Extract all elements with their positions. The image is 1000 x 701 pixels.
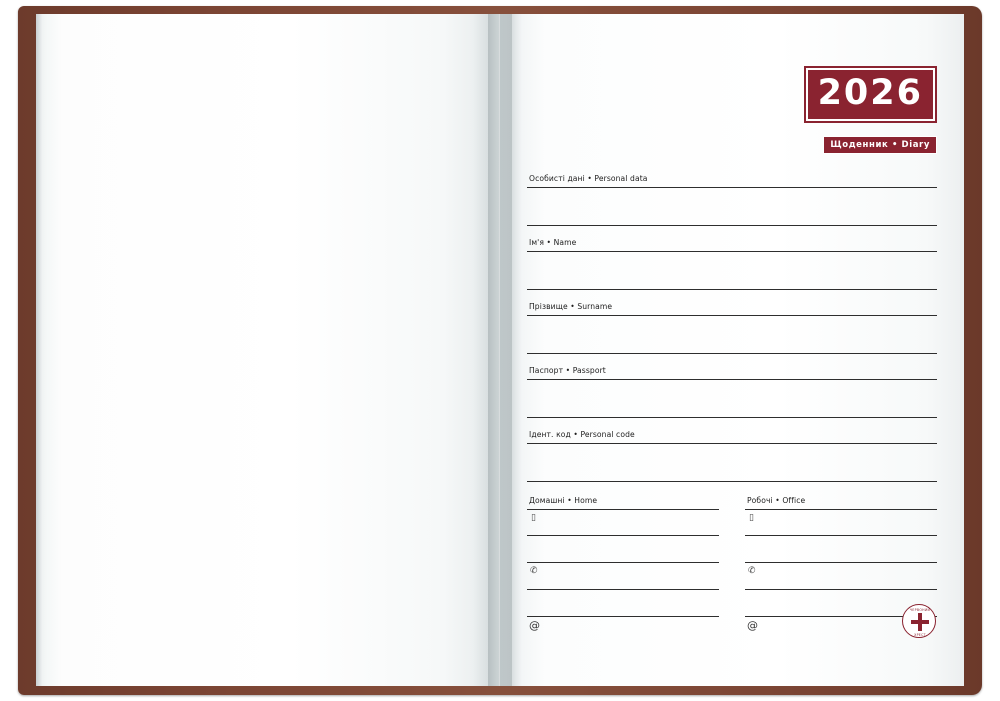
- rule-office-3[interactable]: [745, 562, 937, 563]
- telephone-icon-office: ✆: [748, 566, 756, 576]
- field-label-name: Ім'я • Name: [529, 238, 577, 247]
- rule-home-4[interactable]: [527, 589, 719, 590]
- logo-top-text: ЧЕРВОНИЙ: [909, 607, 931, 612]
- rule-name-1[interactable]: [527, 251, 937, 252]
- right-page-content: [500, 14, 964, 686]
- field-label-personal-code: Ідент. код • Personal code: [529, 430, 635, 439]
- field-label-personal-data: Особисті дані • Personal data: [529, 174, 648, 183]
- contacts-office-label: Робочі • Office: [747, 496, 806, 505]
- rule-personal-data-1[interactable]: [527, 187, 937, 188]
- rule-surname-1[interactable]: [527, 315, 937, 316]
- year-badge: 2026: [804, 66, 937, 123]
- telephone-icon-home: ✆: [530, 566, 538, 576]
- rule-personal-code-1[interactable]: [527, 443, 937, 444]
- logo-ring-text: [903, 605, 937, 639]
- diary-badge: Щоденник • Diary: [823, 136, 937, 154]
- field-label-passport: Паспорт • Passport: [529, 366, 606, 375]
- rule-passport-2[interactable]: [527, 417, 937, 418]
- rule-home-3[interactable]: [527, 562, 719, 563]
- field-label-surname: Прізвище • Surname: [529, 302, 613, 311]
- rule-home-5[interactable]: [527, 616, 719, 617]
- email-at-icon-home: @: [529, 619, 540, 632]
- rule-surname-2[interactable]: [527, 353, 937, 354]
- email-at-icon-office: @: [747, 619, 758, 632]
- rule-name-2[interactable]: [527, 289, 937, 290]
- logo-bottom-text: ХРЕСТ: [914, 632, 926, 637]
- left-page: [36, 14, 500, 686]
- rule-personal-code-2[interactable]: [527, 481, 937, 482]
- rule-office-4[interactable]: [745, 589, 937, 590]
- red-cross-logo: [902, 604, 936, 638]
- contacts-home-label: Домашні • Home: [529, 496, 598, 505]
- mobile-phone-icon-office: ▯: [749, 513, 754, 523]
- rule-personal-data-2[interactable]: [527, 225, 937, 226]
- rule-passport-1[interactable]: [527, 379, 937, 380]
- rule-office-1[interactable]: [745, 509, 937, 510]
- right-page: [500, 14, 964, 686]
- rule-home-2[interactable]: [527, 535, 719, 536]
- rule-home-1[interactable]: [527, 509, 719, 510]
- pages-container: [36, 14, 964, 686]
- rule-office-2[interactable]: [745, 535, 937, 536]
- mobile-phone-icon-home: ▯: [531, 513, 536, 523]
